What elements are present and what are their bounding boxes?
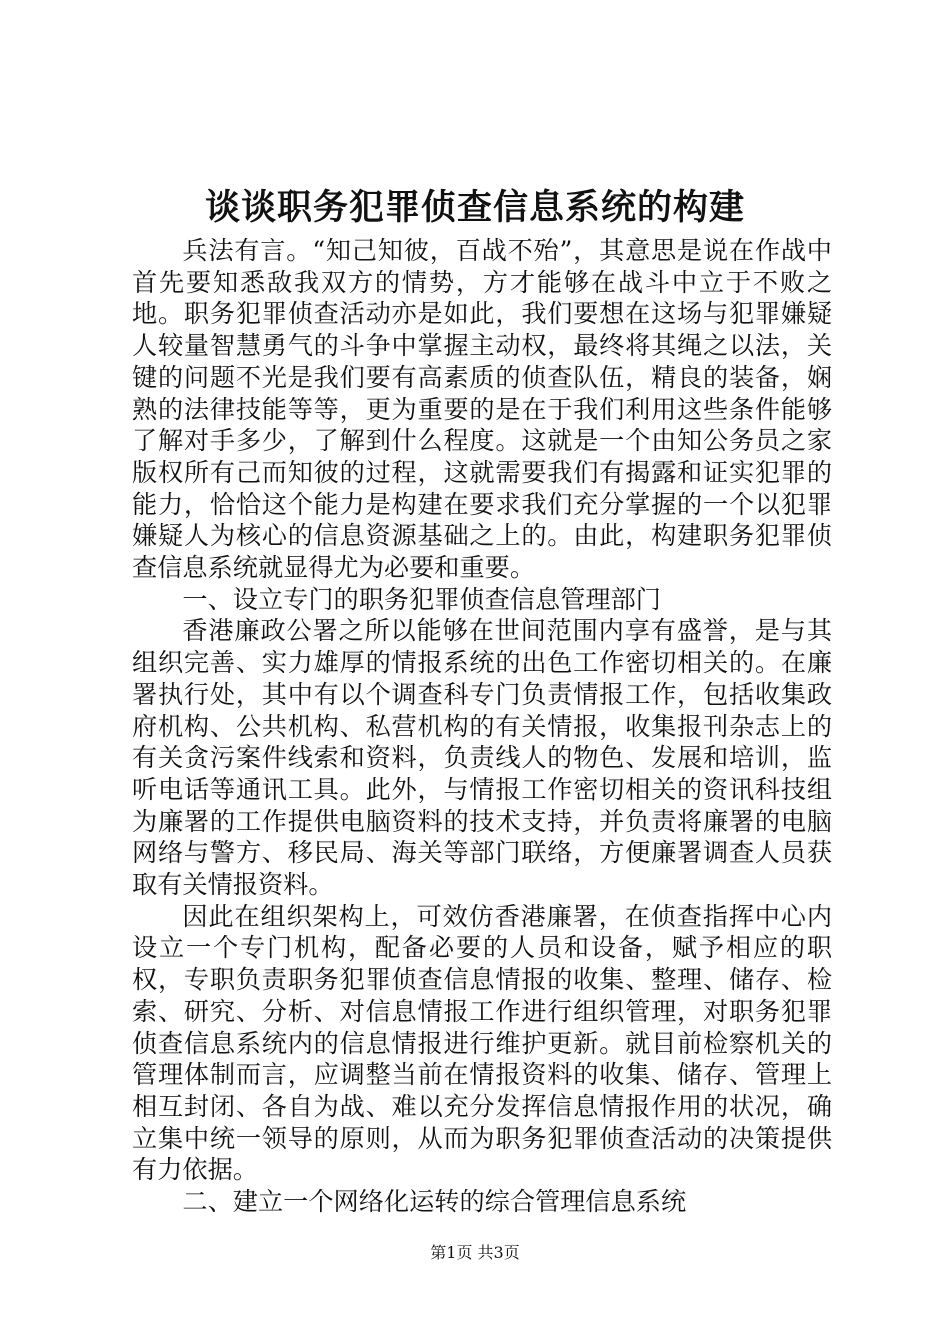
section-heading: 二、建立一个网络化运转的综合管理信息系统 <box>182 1187 687 1217</box>
body-paragraph: 因此在组织架构上，可效仿香港廉署，在侦查指挥中心内设立一个专门机构，配备必要的人员和设备，赋予相应的职权，专职负责职务犯罪侦查信息情报的收集、整理、储存、检索、研究、分析、对信息情报工作进行组织管理，对职务犯罪侦查信息系统内的信息情报进行维护更新。就目前检察机关的管理体制而言，应调整当前在情报资料的收集、储存、管理上相互封闭、各自为战、难以充分发挥信息情报作用的状况，确立集中统一领导的原则，从而为职务犯罪侦查活动的决策提供有力依据。 <box>132 901 832 1185</box>
page-number-footer: 第1页 共3页 <box>430 1243 520 1262</box>
document-title: 谈谈职务犯罪侦查信息系统的构建 <box>204 187 745 228</box>
body-paragraph: 香港廉政公署之所以能够在世间范围内享有盛誉，是与其组织完善、实力雄厚的情报系统的出色工作密切相关的。在廉署执行处，其中有以个调查科专门负责情报工作，包括收集政府机构、公共机构、私营机构的有关情报，收集报刊杂志上的有关贪污案件线索和资料，负责线人的物色、发展和培训，监听电话等通讯工具。此外，与情报工作密切相关的资讯科技组为廉署的工作提供电脑资料的技术支持，并负责将廉署的电脑网络与警方、移民局、海关等部门联络，方便廉署调查人员获取有关情报资料。 <box>132 616 832 900</box>
body-paragraph: 兵法有言。“知己知彼，百战不殆”，其意思是说在作战中首先要知悉敌我双方的情势，方才能够在战斗中立于不败之地。职务犯罪侦查活动亦是如此，我们要想在这场与犯罪嫌疑人较量智慧勇气的斗争中掌握主动权，最终将其绳之以法，关键的问题不光是我们要有高素质的侦查队伍，精良的装备，娴熟的法律技能等等，更为重要的是在于我们利用这些条件能够了解对手多少，了解到什么程度。这就是一个由知公务员之家版权所有己而知彼的过程，这就需要我们有揭露和证实犯罪的能力，恰恰这个能力是构建在要求我们充分掌握的一个以犯罪嫌疑人为核心的信息资源基础之上的。由此，构建职务犯罪侦查信息系统就显得尤为必要和重要。 <box>132 236 832 583</box>
section-heading: 一、设立专门的职务犯罪侦查信息管理部门 <box>182 584 661 614</box>
document-body <box>132 235 832 1218</box>
